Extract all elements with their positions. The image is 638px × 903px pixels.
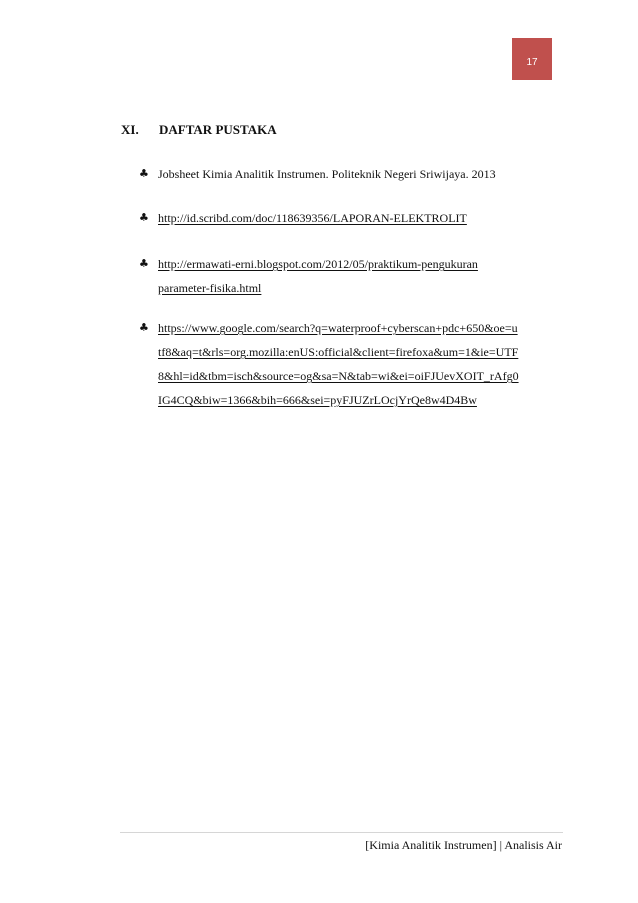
club-bullet-icon: ♣ — [139, 167, 149, 180]
section-number: XI. — [121, 122, 139, 137]
footer-text: [Kimia Analitik Instrumen] | Analisis Air — [365, 838, 562, 852]
reference-link[interactable]: http://id.scribd.com/doc/118639356/LAPORAN-ELEKTROLIT — [158, 211, 467, 225]
reference-item-4 — [139, 316, 558, 412]
reference-link-line[interactable]: 8&hl=id&tbm=isch&source=og&sa=N&tab=wi&ei=oiFJUevXOIT_rAfg0 — [158, 369, 519, 383]
reference-text: Jobsheet Kimia Analitik Instrumen. Politeknik Negeri Sriwijaya. 2013 — [158, 167, 496, 181]
reference-link-line[interactable]: parameter-fisika.html — [158, 281, 262, 295]
club-bullet-icon: ♣ — [139, 211, 149, 224]
club-bullet-icon: ♣ — [139, 321, 149, 334]
reference-item-2 — [139, 206, 558, 230]
reference-link-line[interactable]: https://www.google.com/search?q=waterproof+cyberscan+pdc+650&oe=u — [158, 321, 518, 335]
reference-item-1 — [139, 162, 558, 186]
reference-link-line[interactable]: tf8&aq=t&rls=org.mozilla:enUS:official&client=firefoxa&um=1&ie=UTF — [158, 345, 519, 359]
page-number-badge — [512, 38, 552, 80]
section-title: DAFTAR PUSTAKA — [159, 122, 277, 137]
page-number: 17 — [526, 57, 538, 68]
reference-link-line[interactable]: http://ermawati-erni.blogspot.com/2012/05/praktikum-pengukuran — [158, 257, 478, 271]
club-bullet-icon: ♣ — [139, 257, 149, 270]
reference-item-3 — [139, 252, 558, 300]
reference-link-line[interactable]: IG4CQ&biw=1366&bih=666&sei=pyFJUZrLOcjYrQe8w4D4Bw — [158, 393, 477, 407]
footer-divider — [120, 832, 563, 833]
